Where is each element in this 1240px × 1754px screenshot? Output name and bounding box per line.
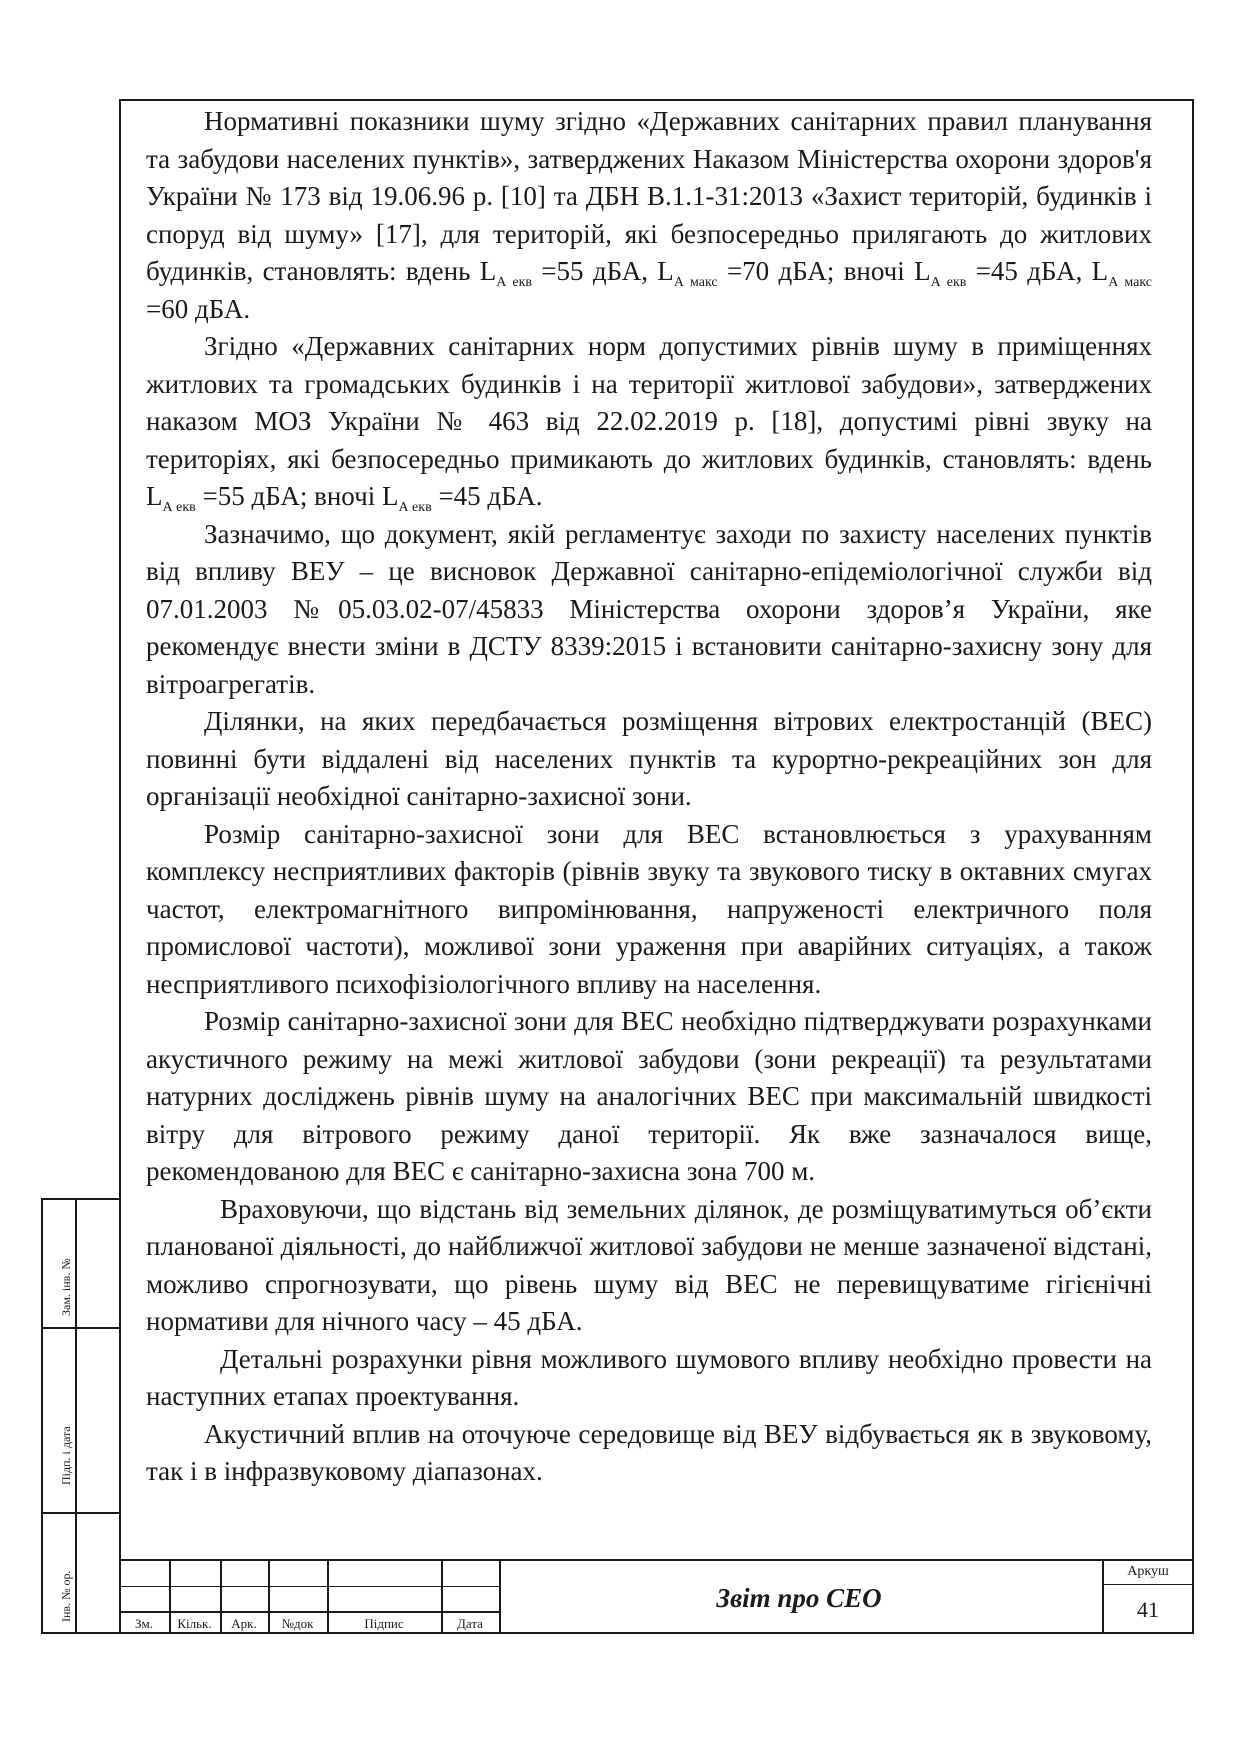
sheet-number: 41 xyxy=(1137,1597,1159,1622)
side-row-signature xyxy=(43,1329,121,1514)
text-run: =55 дБА; вночі L xyxy=(195,481,399,511)
side-label-original: Інв. № ор. xyxy=(59,1570,73,1622)
paragraph-detailed-calc: Детальні розрахунки рівня можливого шумового впливу необхідно провести на наступних етапах проектування. xyxy=(146,1343,1152,1411)
header-signature: Підпис xyxy=(364,1616,404,1631)
subscript: А екв xyxy=(162,500,196,515)
paragraph-regulation-doc: Зазначимо, що документ, якій регламентує заходи по захисту населених пунктів від впливу ВЕУ – це висновок Державної санітарно-епідеміологічної служби від 07.01.2003 №05.03.02-07/45833 Міністерства охорони здоров’я України, яке рекомендує внести зміни в ДСТУ 8339:2015 і встановити санітарно-захисну зону для вітроагрегатів. xyxy=(146,518,1152,699)
text-run: Згідно «Державних санітарних норм допустимих рівнів шуму в приміщеннях житлових та громадських будинків і на території житлової забудови», затверджених наказом МОЗ України № 463 від 22.02.2019 р. [18], допустимі рівні звуку на територіях, які безпосередньо примикають до житлових будинків, становлять: вдень L xyxy=(146,331,1152,511)
side-stamp-strip xyxy=(41,1198,121,1634)
paragraph-sanitary-norms xyxy=(146,328,1152,516)
text-run: =55 дБА, L xyxy=(532,256,674,286)
subscript: А екв xyxy=(496,275,533,290)
paragraph-distance-forecast: Враховуючи, що відстань від земельних ділянок, де розміщуватимуться об’єкти планованої діяльності, до найближчої житлової забудови не менше зазначеної відстані, можливо спрогнозувати, що рівень шуму від ВЕС не перевищуватиме гігієнічні нормативи для нічного часу – 45 дБА. xyxy=(146,1193,1152,1336)
side-row-replacement xyxy=(43,1200,121,1329)
header-quantity: Кільк. xyxy=(177,1616,212,1631)
header-doc-number: №док xyxy=(281,1616,314,1631)
text-run: =45 дБА. xyxy=(431,481,543,511)
side-label-cell xyxy=(43,1200,77,1327)
side-label-cell xyxy=(43,1514,77,1634)
text-run: =45 дБА, L xyxy=(966,256,1109,286)
header-sheet: Арк. xyxy=(231,1616,257,1631)
header-change: Зм. xyxy=(135,1616,153,1631)
divider xyxy=(119,1586,499,1587)
document-body xyxy=(146,103,1152,1491)
subscript: А макс xyxy=(1108,275,1153,290)
side-row-original xyxy=(43,1514,121,1634)
side-label-replacement: Зам. інв. № xyxy=(59,1258,73,1316)
side-label-signature: Підп. і дата xyxy=(59,1426,73,1485)
sheet-label: Аркуш xyxy=(1127,1564,1169,1579)
subscript: А макс xyxy=(673,275,718,290)
subscript: А екв xyxy=(398,500,432,515)
side-label-cell xyxy=(43,1329,77,1512)
paragraph-sites: Ділянки, на яких передбачається розміщення вітрових електростанцій (ВЕС) повинні бути віддалені від населених пунктів та курортно-рекреаційних зон для організації необхідної санітарно-захисної зони. xyxy=(146,706,1152,811)
header-date: Дата xyxy=(457,1616,483,1631)
text-run: =60 дБА. xyxy=(146,293,251,324)
paragraph-noise-norms xyxy=(146,103,1152,328)
paragraph-acoustic-impact: Акустичний вплив на оточуюче середовище від ВЕУ відбувається як в звуковому, так і в інфразвуковому діапазонах. xyxy=(146,1418,1152,1486)
document-title: Звіт про СЕО xyxy=(716,1583,882,1613)
text-run: Нормативні показники шуму згідно «Державних санітарних правил планування та забудови населених пунктів», затверджених Наказом Міністерства охорони здоров'я України № 173 від 19.06.96 р. [10] та ДБН В.1.1-31:2013 «Захист територій, будинків і споруд від шуму» [17], для територій, які безпосередньо прилягають до житлових будинків, становлять: вдень L xyxy=(146,106,1152,286)
paragraph-zone-confirmation: Розмір санітарно-захисної зони для ВЕС необхідно підтверджувати розрахунками акустичного режиму на межі житлової забудови (зони рекреації) та результатами натурних досліджень рівнів шуму на аналогічних ВЕС при максимальній швидкості вітру для вітрового режиму даної території. Як вже зазначалося вище, рекомендованою для ВЕС є санітарно-захисна зона 700 м. xyxy=(146,1006,1152,1186)
paragraph-zone-size: Розмір санітарно-захисної зони для ВЕС встановлюється з урахуванням комплексу несприятливих факторів (рівнів звуку та звукового тиску в октавних смугах частот, електромагнітного випромінювання, напруженості електричного поля промислової частоти), можливої зони ураження при аварійних ситуаціях, а також несприятливого психофізіологічного впливу на населення. xyxy=(146,818,1152,999)
text-run: =70 дБА; вночі L xyxy=(717,256,931,286)
subscript: А екв xyxy=(930,275,967,290)
title-block xyxy=(119,1559,1194,1634)
